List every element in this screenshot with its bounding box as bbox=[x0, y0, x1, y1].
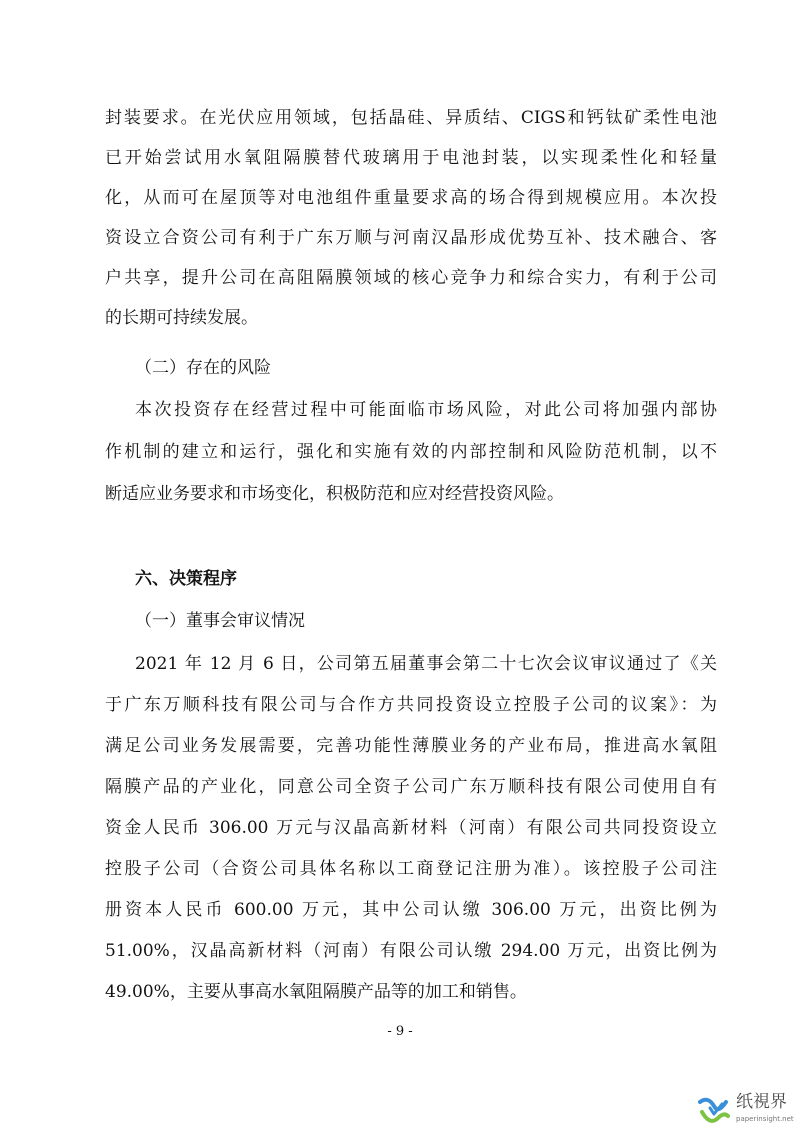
section-heading-decision-procedure: 六、决策程序 bbox=[135, 569, 237, 589]
text-line: 隔膜产品的产业化，同意公司全资子公司广东万顺科技有限公司使用自有 bbox=[105, 777, 717, 797]
text-line: 2021 年 12 月 6 日，公司第五届董事会第二十七次会议审议通过了《关 bbox=[135, 654, 717, 674]
text-line: 化，从而可在屋顶等对电池组件重量要求高的场合得到规模应用。本次投 bbox=[105, 188, 717, 208]
text-line: 资设立合资公司有利于广东万顺与河南汉晶形成优势互补、技术融合、客 bbox=[105, 228, 717, 248]
text-line: 于广东万顺科技有限公司与合作方共同投资设立控股子公司的议案》：为 bbox=[105, 695, 717, 715]
text-line: 已开始尝试用水氧阻隔膜替代玻璃用于电池封装，以实现柔性化和轻量 bbox=[105, 148, 717, 168]
text-line: 作机制的建立和运行，强化和实施有效的内部控制和风险防范机制，以不 bbox=[105, 442, 717, 462]
watermark bbox=[696, 1090, 800, 1131]
text-line: 封装要求。在光伏应用领域，包括晶硅、异质结、CIGS和钙钛矿柔性电池 bbox=[105, 108, 717, 128]
text-line: 册资本人民币 600.00 万元，其中公司认缴 306.00 万元，出资比例为 bbox=[105, 900, 717, 920]
page-number: - 9 - bbox=[387, 1024, 413, 1039]
text-line: 的长期可持续发展。 bbox=[105, 308, 258, 328]
subheading-risks: （二）存在的风险 bbox=[135, 358, 271, 378]
text-line: 资金人民币 306.00 万元与汉晶高新材料（河南）有限公司共同投资设立 bbox=[105, 818, 717, 838]
text-line: 控股子公司（合资公司具体名称以工商登记注册为准）。该控股子公司注 bbox=[105, 859, 717, 879]
text-line: 51.00%，汉晶高新材料（河南）有限公司认缴 294.00 万元，出资比例为 bbox=[105, 941, 717, 961]
text-line: 户共享，提升公司在高阻隔膜领域的核心竞争力和综合实力，有利于公司 bbox=[105, 268, 717, 288]
paperinsight-logo-icon bbox=[696, 1092, 732, 1128]
watermark-name: 纸視界 bbox=[736, 1092, 787, 1112]
watermark-url: paperinsight.net bbox=[736, 1115, 794, 1123]
text-line: 满足公司业务发展需要，完善功能性薄膜业务的产业布局，推进高水氧阻 bbox=[105, 736, 717, 756]
text-line: 49.00%，主要从事高水氧阻隔膜产品等的加工和销售。 bbox=[105, 982, 527, 1002]
text-line: 断适应业务要求和市场变化，积极防范和应对经营投资风险。 bbox=[105, 484, 564, 504]
text-line: 本次投资存在经营过程中可能面临市场风险，对此公司将加强内部协 bbox=[135, 400, 717, 420]
subheading-board-review: （一）董事会审议情况 bbox=[135, 611, 305, 631]
